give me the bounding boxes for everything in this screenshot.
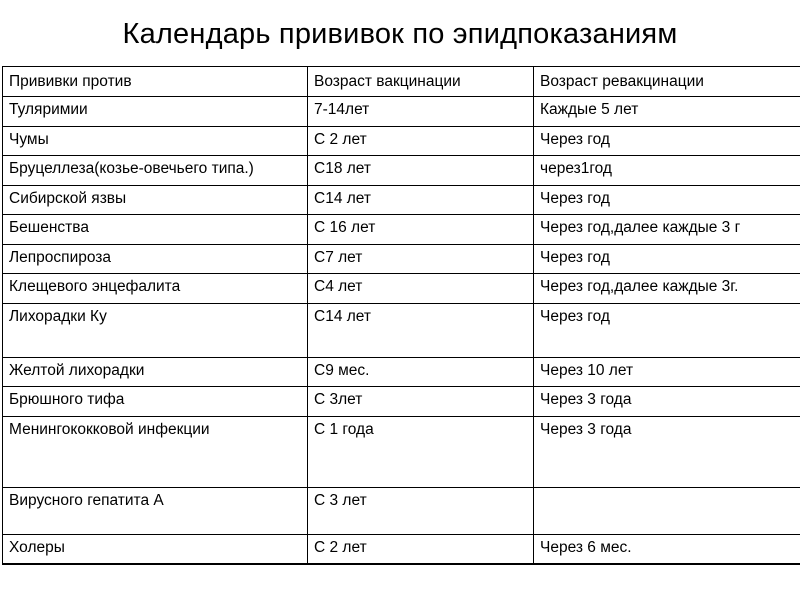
cell-revaccination-age: Каждые 5 лет: [534, 97, 800, 127]
vaccination-table: [2, 66, 800, 565]
cell-revaccination-age: Через год,далее каждые 3г.: [534, 274, 800, 304]
cell-vaccination-age: С 2 лет: [308, 534, 534, 564]
table-row: [3, 274, 800, 304]
cell-vaccine: Желтой лихорадки: [3, 357, 308, 387]
table-row: [3, 215, 800, 245]
page-title: Календарь прививок по эпидпоказаниям: [122, 18, 678, 50]
cell-vaccination-age: С 2 лет: [308, 126, 534, 156]
cell-vaccination-age: С9 мес.: [308, 357, 534, 387]
cell-revaccination-age: Через 3 года: [534, 387, 800, 417]
cell-vaccine: Бешенства: [3, 215, 308, 245]
table-row: [3, 357, 800, 387]
cell-revaccination-age: Через год: [534, 185, 800, 215]
cell-vaccine: Клещевого энцефалита: [3, 274, 308, 304]
cell-revaccination-age: Через 6 мес.: [534, 534, 800, 564]
cell-vaccination-age: С 3лет: [308, 387, 534, 417]
cell-vaccination-age: С14 лет: [308, 185, 534, 215]
cell-vaccine: Бруцеллеза(козье-овечьего типа.): [3, 156, 308, 186]
header-revaccination-age: Возраст ревакцинации: [534, 67, 800, 97]
cell-revaccination-age: Через год: [534, 126, 800, 156]
cell-vaccination-age: С4 лет: [308, 274, 534, 304]
cell-vaccine: Холеры: [3, 534, 308, 564]
cell-vaccine: Лихорадки Ку: [3, 303, 308, 357]
cell-vaccination-age: С7 лет: [308, 244, 534, 274]
cell-vaccination-age: С 1 года: [308, 416, 534, 487]
table-row: [3, 487, 800, 534]
cell-revaccination-age: Через 3 года: [534, 416, 800, 487]
table-row: [3, 185, 800, 215]
table-row: [3, 534, 800, 564]
header-vaccine: Прививки против: [3, 67, 308, 97]
cell-vaccination-age: С14 лет: [308, 303, 534, 357]
table-row: [3, 244, 800, 274]
cell-vaccination-age: С18 лет: [308, 156, 534, 186]
cell-vaccine: Менингококковой инфекции: [3, 416, 308, 487]
cell-vaccine: Вирусного гепатита А: [3, 487, 308, 534]
cell-vaccine: Лепроспироза: [3, 244, 308, 274]
cell-revaccination-age: [534, 487, 800, 534]
cell-vaccination-age: 7-14лет: [308, 97, 534, 127]
table-row: [3, 156, 800, 186]
cell-revaccination-age: через1год: [534, 156, 800, 186]
cell-revaccination-age: Через год: [534, 303, 800, 357]
table-row: [3, 387, 800, 417]
cell-vaccination-age: С 16 лет: [308, 215, 534, 245]
table-header-row: [3, 67, 800, 97]
cell-revaccination-age: Через 10 лет: [534, 357, 800, 387]
table-row: [3, 416, 800, 487]
table-row: [3, 97, 800, 127]
cell-vaccine: Сибирской язвы: [3, 185, 308, 215]
table-row: [3, 303, 800, 357]
cell-revaccination-age: Через год,далее каждые 3 г: [534, 215, 800, 245]
cell-revaccination-age: Через год: [534, 244, 800, 274]
cell-vaccine: Туляримии: [3, 97, 308, 127]
cell-vaccine: Брюшного тифа: [3, 387, 308, 417]
cell-vaccination-age: С 3 лет: [308, 487, 534, 534]
table-row: [3, 126, 800, 156]
cell-vaccine: Чумы: [3, 126, 308, 156]
header-vaccination-age: Возраст вакцинации: [308, 67, 534, 97]
